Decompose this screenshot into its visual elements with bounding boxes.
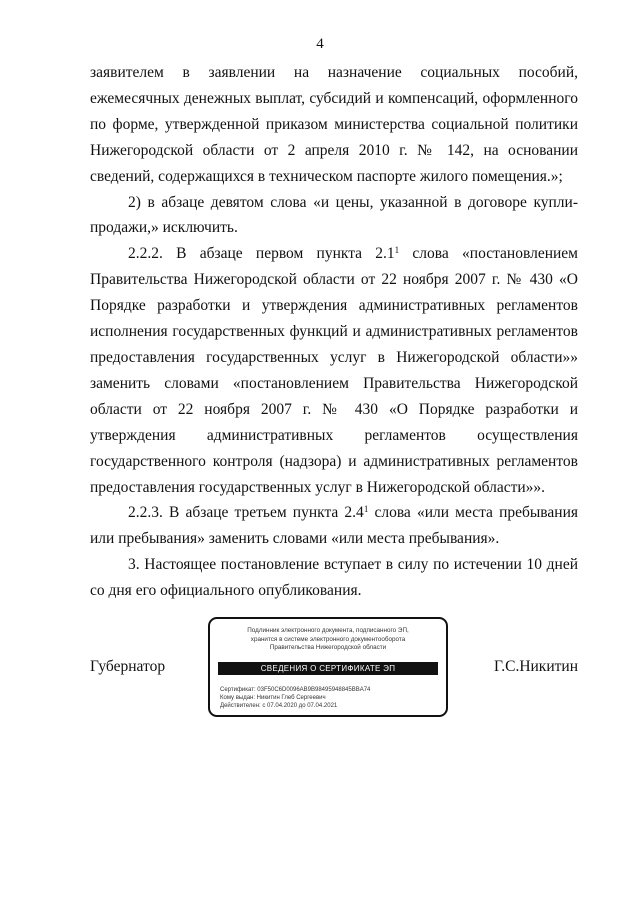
paragraph-2-2-2-mid: слова «постановлением Правительства Нижегородской области от 22 ноября 2007 г. № 430 bbox=[90, 245, 578, 289]
superscript-1: 1 bbox=[363, 504, 369, 515]
paragraph-2-2-3-end: слова «или места пребывания или пребывания» заменить словами «или места пребывания». bbox=[90, 504, 579, 548]
electronic-signature-stamp bbox=[208, 617, 448, 717]
stamp-header-line: хранится в системе электронного документооборота bbox=[250, 635, 406, 643]
page-number: 4 bbox=[316, 36, 324, 52]
stamp-certificate-details bbox=[220, 686, 370, 711]
paragraph-2-2-3 bbox=[90, 500, 578, 552]
stamp-header-line: Подлинник электронного документа, подписанного ЭП, bbox=[247, 627, 409, 634]
signatory-name: Г.С.Никитин bbox=[494, 658, 578, 675]
paragraph-2-exclude-price: 2) в абзаце девятом слова «и цены, указанной в договоре купли-продажи,» исключить. bbox=[90, 193, 578, 237]
paragraph-2-2-2-start: 2.2.2. В абзаце первом пункта 2.1 bbox=[128, 245, 395, 263]
superscript-1: 1 bbox=[394, 245, 400, 256]
paragraph-3-effective-date: 3. Настоящее постановление вступает в силу по истечении 10 дней со дня его официального опубликования. bbox=[90, 556, 578, 600]
certificate-validity: Действителен: с 07.04.2020 до 07.04.2021 bbox=[220, 703, 338, 710]
stamp-title-bar: СВЕДЕНИЯ О СЕРТИФИКАТЕ ЭП bbox=[218, 662, 438, 675]
stamp-header bbox=[210, 627, 446, 653]
stamp-header-line: Правительства Нижегородской области bbox=[269, 644, 387, 651]
signatory-title: Губернатор bbox=[90, 658, 166, 675]
certificate-owner: Кому выдан: Никитин Глеб Сергеевич bbox=[220, 695, 326, 702]
document-body bbox=[90, 60, 578, 604]
paragraph-continuation: заявителем в заявлении на назначение социальных пособий, ежемесячных денежных выплат, субсидий и компенсаций, оформленного по форме, утвержденной приказом министерства социальной политики Нижегородской области от 2 апреля 2010 г. № 142, на основании сведений, содержащихся в техническом паспорте жилого помещения.»; bbox=[90, 64, 578, 185]
paragraph-2-2-2-end: «О Порядке разработки и утверждения административных регламентов исполнения государственных функций и административных регламентов предоставления государственных услуг в Нижегородской области»» заменить словами «постановлением Правительства Нижегородской области от 22 ноября 2007 г. № 430 «О Порядке разработки и утверждения административных регламентов осуществления государственного контроля (надзора) и административных регламентов предоставления государственных услуг в Нижегородской области»». bbox=[90, 271, 578, 496]
certificate-number: Сертификат: 03F50C6D0096AB9B98495948845BBA74 bbox=[220, 687, 371, 693]
paragraph-2-2-3-start: 2.2.3. В абзаце третьем пункта 2.4 bbox=[128, 504, 364, 522]
paragraph-2-2-2 bbox=[90, 241, 578, 500]
